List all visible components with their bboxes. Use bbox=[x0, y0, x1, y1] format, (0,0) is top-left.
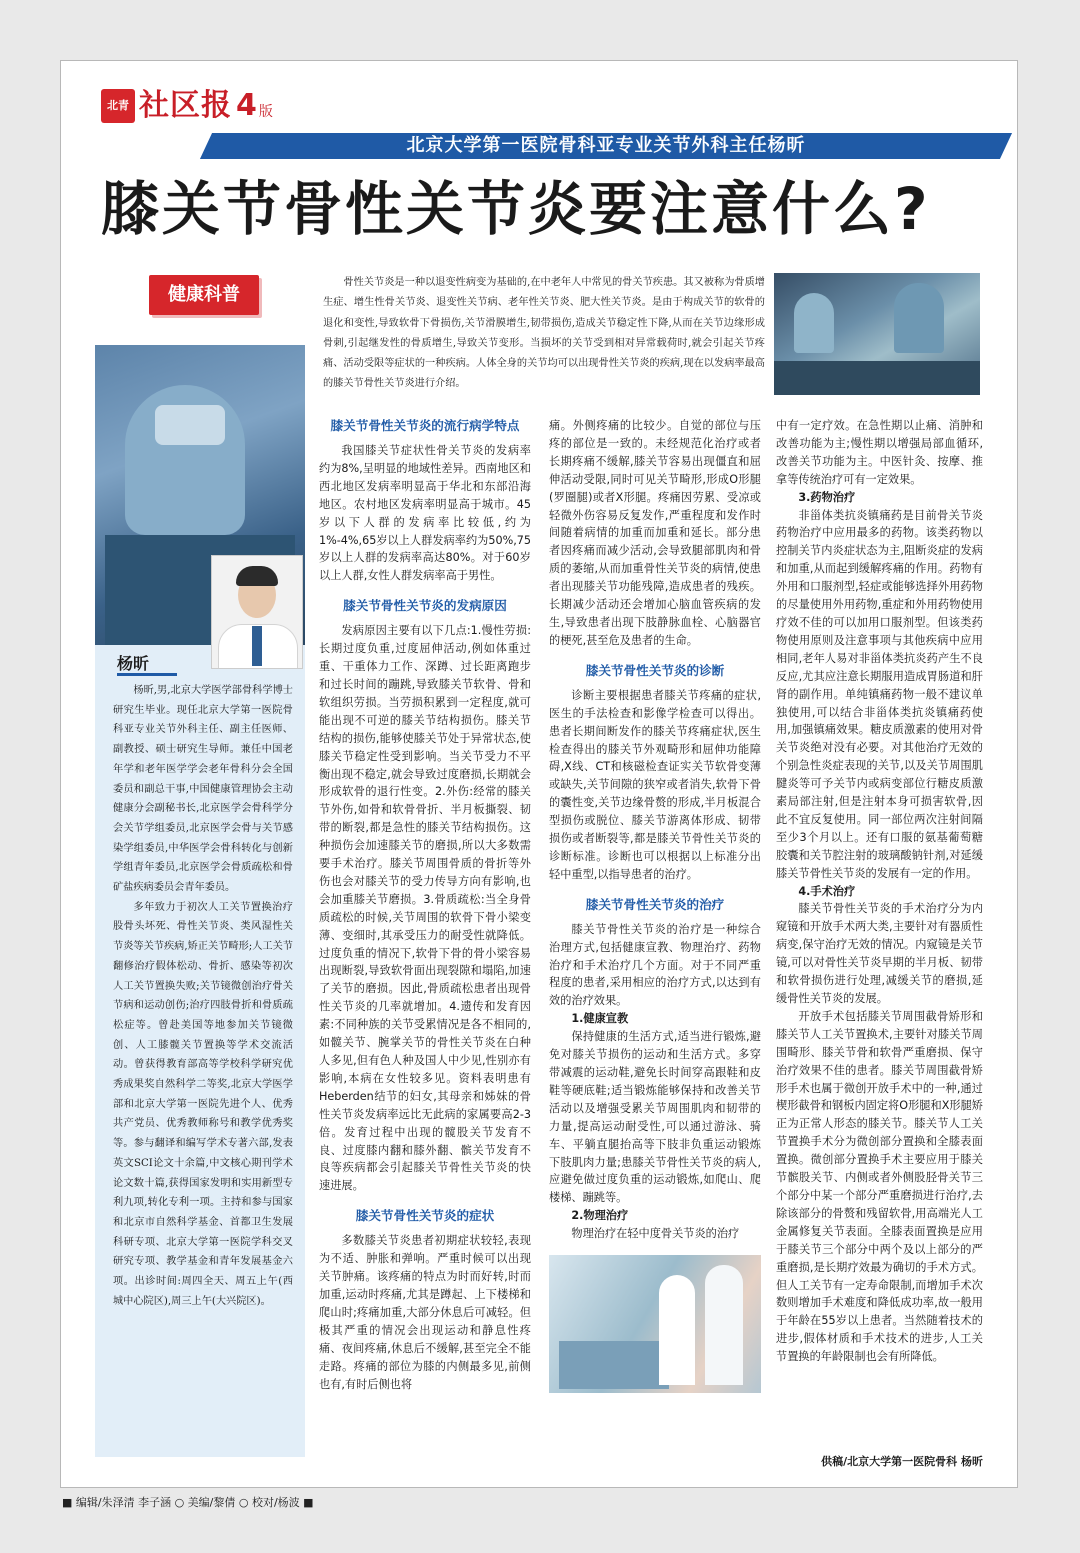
bio-name-rule bbox=[117, 673, 177, 676]
masthead bbox=[101, 83, 273, 123]
subsection-heading: 2.物理治疗 bbox=[571, 1209, 629, 1223]
intro-paragraph: 骨性关节炎是一种以退变性病变为基础的,在中老年人中常见的骨关节疾患。其又被称为骨质增生症、增生性骨关节炎、退变性关节病、老年性关节炎、肥大性关节炎。是由于构成关节的软骨的退化和变性,导致软骨下骨损伤,关节滑膜增生,韧带损伤,造成关节稳定性下降,从而在关节边缘形成骨刺,引起继发性的骨质增生,导致关节变形。当损坏的关节受到相对异常载荷时,就会引起关节疼痛、活动受限等症状的一种疾病。人体全身的关节均可以出现骨性关节炎的疾病,现在以发病率最高的膝关节骨性关节炎进行介绍。 bbox=[323, 277, 765, 390]
body-paragraph: 膝关节骨性关节炎的手术治疗分为内窥镜和开放手术两大类,主要针对有器质性病变,保守治疗无效的情况。内窥镜是关节镜,可以对骨性关节炎早期的半月板、韧带和软骨损伤进行处理,减缓关节的磨损,延缓骨性关节炎的发展。 bbox=[776, 902, 983, 1005]
section-heading: 膝关节骨性关节炎的诊断 bbox=[585, 662, 725, 678]
ward-round-photo bbox=[549, 1255, 761, 1393]
article-column-3 bbox=[776, 417, 983, 1366]
bio-text bbox=[113, 681, 293, 1312]
subsection-heading: 3.药物治疗 bbox=[798, 490, 856, 504]
body-paragraph: 发病原因主要有以下几点:1.慢性劳损:长期过度负重,过度屈伸活动,例如体重过重、干重体力工作、深蹲、过长距离跑步和过长时间的蹦跳,导致膝关节软骨、骨和软组织劳损。当劳损积累到一定程度,就可能出现不可逆的膝关节结构损伤。膝关节结构的损伤,能够使膝关节处于异常状态,使膝关节稳定性受到影响。当关节受力不平衡出现不稳定,就会导致过度磨损,长期就会形成软骨的退行性变。2.外伤:经常的膝关节外伤,如骨和软骨骨折、半月板撕裂、韧带的断裂,都是急性的膝关节结构损伤。这种损伤会加速膝关节的磨损,所以大多数需要手术治疗。膝关节周围骨质的骨折等外伤也会对膝关节的受力传导方向有影响,也会加重膝关节磨损。3.骨质疏松:当全身骨质疏松的时候,关节周围的软骨下骨小梁变薄、变细时,其承受压力的耐受性就降低。过度负重的情况下,软骨下骨的骨小梁容易出现断裂,导致软骨面出现裂隙和塌陷,加速了关节的磨损。因此,骨质疏松患者出现骨性关节炎的几率就增加。4.遗传和发育因素:不同种族的关节受累情况是各不相同的,如髋关节、腕掌关节的骨性关节炎在白种人多见,但有色人种及国人中少见,性别亦有影响,本病在女性较多见。资料表明患有Heberden结节的妇女,其母亲和姊妹的骨性关节炎发病率远比无此病的家属要高2-3倍。发育过程中出现的髋股关节发育不良、过度膝内翻和膝外翻、髌关节发育不良等疾病都会引起膝关节骨性关节炎的快速进展。 bbox=[319, 624, 531, 1193]
bio-paragraph: 杨昕,男,北京大学医学部骨科学博士研究生毕业。现任北京大学第一医院骨科亚专业关节外科主任、副主任医师、副教授、硕士研究生导师。兼任中国老年学和老年医学学会老年骨科分会全国委员和副总干事,中国健康管理协会主动健康分会副秘书长,北京医学会骨科学分会关节学组委员,北京医学会骨与关节感染学组委员,中华医学会骨科转化与创新学组青年委员,北京医学会骨质疏松和骨矿盐疾病委员会青年委员。 bbox=[113, 685, 293, 894]
section-heading: 膝关节骨性关节炎的症状 bbox=[355, 1208, 495, 1224]
bio-name: 杨昕 bbox=[117, 654, 150, 673]
headline: 膝关节骨性关节炎要注意什么? bbox=[101, 175, 931, 243]
author-portrait bbox=[211, 555, 303, 669]
newspaper-page bbox=[60, 60, 1018, 1488]
byline-signature: 供稿/北京大学第一医院骨科 杨昕 bbox=[821, 1455, 983, 1468]
subsection-heading: 4.手术治疗 bbox=[798, 884, 856, 898]
article-column-2 bbox=[549, 417, 761, 1243]
body-paragraph: 物理治疗在轻中度骨关节炎的治疗 bbox=[571, 1227, 740, 1241]
editor-credits: ■ 编辑/朱泽清 李子涵 ○ 美编/黎倩 ○ 校对/杨波 ■ bbox=[62, 1496, 314, 1509]
page-number: 4 bbox=[236, 88, 257, 123]
bio-paragraph: 多年致力于初次人工关节置换治疗股骨头坏死、骨性关节炎、类风湿性关节炎等关节疾病,矫正关节畸形;人工关节翻修治疗假体松动、骨折、感染等初次人工关节置换失败;关节镜微创治疗骨关节病和运动创伤;治疗四肢骨折和骨质疏松症等。曾赴美国等地参加关节镜微创、人工膝髋关节置换等学术交流活动。曾获得教育部高等学校科学研究优秀成果奖自然科学二等奖,北京大学医学部和北京大学第一医院先进个人、优秀共产党员、优秀教师称号和教学优秀奖等。参与翻译和编写学术专著六部,发表英文SCI论文十余篇,中文核心期刊学术论文数十篇,获得国家发明和实用新型专利九项,转化专利一项。主持和参与国家和北京市自然科学基金、首都卫生发展科研专项、北京大学第一医院学科交叉研究专项、教学基金和青年发展基金六项。出诊时间:周四全天、周五上午(西城中心院区),周三上午(大兴院区)。 bbox=[113, 901, 293, 1307]
body-paragraph: 开放手术包括膝关节周围截骨矫形和膝关节人工关节置换术,主要针对膝关节周围畸形、膝关节骨和软骨严重磨损、保守治疗效果不佳的患者。膝关节周围截骨矫形手术也属于微创开放手术中的一种,通过楔形截骨和钢板内固定将O形腿和X形腿矫正为正常人形态的膝关节。膝关节人工关节置换手术分为微创部分置换和全膝表面置换。微创部分置换手术主要应用于膝关节髌股关节、内侧或者外侧股胫骨关节三个部分中某一个部分严重磨损进行治疗,去除该部分的骨赘和残留软骨,用高端光人工金属修复关节表面。全膝表面置换是应用于膝关节三个部分中两个及以上部分的严重磨损,是长期疗效最为确切的手术方式。但人工关节有一定寿命限制,而增加手术次数则增加手术难度和降低成功率,故一般用于年龄在55岁以上患者。当然随着技术的进步,假体材质和手术技术的进步,人工关节置换的年龄限制也会有所降低。 bbox=[776, 1009, 983, 1364]
newspaper-logo: 北青 bbox=[101, 89, 135, 123]
section-rubric: 健康科普 bbox=[149, 275, 259, 315]
body-paragraph: 痛。外侧疼痛的比较少。自觉的部位与压疼的部位是一致的。未经规范化治疗或者长期疼痛不缓解,膝关节容易出现僵直和屈伸活动受限,同时可见关节畸形,形成O形腿(罗圈腿)或者X形腿。疼痛因劳累、受凉或轻微外伤容易反复发作,严重程度和发作时间随着病情的加重而加重和延长。部分患者因疼痛而减少活动,会导致腿部肌肉和骨质的萎缩,从而加重骨性关节炎的病情,使患者出现膝关节功能残障,造成患者的残疾。长期减少活动还会增加心脑血管疾病的发生,导致患者出现下肢静脉血栓、心脑器官的梗死,甚至危及患者的生命。 bbox=[549, 419, 761, 647]
section-heading: 膝关节骨性关节炎的发病原因 bbox=[343, 598, 507, 614]
body-paragraph: 非甾体类抗炎镇痛药是目前骨关节炎药物治疗中应用最多的药物。该类药物以控制关节内炎症状态为主,阻断炎症的发病和加重,从而起到缓解疼痛的作用。药物有外用和口服剂型,轻症或能够选择外用药物的尽量使用外用药物,重症和外用药物使用疗效不佳的可以加用口服剂型。但该类药物使用原则及注意事项与其他疾病中应用相同,老年人易对非甾体类抗炎药产生不良反应,尤其应注意长期服用造成胃肠道和肝肾的副作用。单纯镇痛药物一般不建议单独使用,可以结合非甾体类抗炎镇痛药使用,加强镇痛效果。糖皮质激素的使用对骨关节炎绝对没有必要。对其他治疗无效的个别急性炎症表现的关节,以及关节周围肌腱炎等可予关节内或病变部位行糖皮质激素局部注射,但是注射本身可损害软骨,因此不宜反复使用。同一部位两次注射间隔至少3个月以上。还有口服的氨基葡萄糖胶囊和关节腔注射的玻璃酸钠针剂,对延缓膝关节骨性关节炎的发展有一定的作用。 bbox=[776, 508, 983, 880]
subsection-heading: 1.健康宣教 bbox=[571, 1012, 629, 1026]
body-paragraph: 保持健康的生活方式,适当进行锻炼,避免对膝关节损伤的运动和生活方式。多穿带减震的运动鞋,避免长时间穿高跟鞋和皮鞋等硬底鞋;适当锻炼能够保持和改善关节活动以及增强受累关节周围肌肉和韧带的力量,提高运动耐受性,可以通过游泳、骑车、平躺直腿抬高等下肢非负重运动锻炼下肢肌肉力量;患膝关节骨性关节炎的病人,应避免做过度负重的运动锻炼,如爬山、爬楼梯、蹦跳等。 bbox=[549, 1030, 761, 1205]
operating-room-photo bbox=[774, 273, 980, 395]
section-heading: 膝关节骨性关节炎的流行病学特点 bbox=[330, 418, 520, 433]
section-heading: 膝关节骨性关节炎的治疗 bbox=[585, 896, 725, 912]
subtitle-banner: 北京大学第一医院骨科亚专业关节外科主任杨昕 bbox=[406, 135, 806, 156]
body-paragraph: 我国膝关节症状性骨关节炎的发病率约为8%,呈明显的地域性差异。西南地区和西北地区发病率明显高于华北和东部沿海地区。农村地区发病率明显高于城市。45岁以下人群的发病率比较低,约为1%-4%,65岁以上人群发病率约为50%,75岁以上人群的发病率高达80%。对于60岁以上人群,女性人群发病率高于男性。 bbox=[319, 444, 531, 583]
body-paragraph: 多数膝关节炎患者初期症状较轻,表现为不适、肿胀和弹响。严重时候可以出现关节肿痛。该疼痛的特点为时而好转,时而加重,运动时疼痛,尤其是蹲起、上下楼梯和爬山时;疼痛加重,大部分休息后可减轻。但极其严重的情况会出现运动和静息性疼痛、夜间疼痛,休息后不缓解,甚至完全不能走路。疼痛的部位为膝的内侧最多见,前侧也有,有时后侧也将 bbox=[319, 1234, 531, 1391]
body-paragraph: 膝关节骨性关节炎的治疗是一种综合治理方式,包括健康宣教、物理治疗、药物治疗和手术治疗几个方面。对于不同严重程度的患者,采用相应的治疗方式,以达到有效的治疗效果。 bbox=[549, 922, 761, 1008]
newspaper-name: 社区报 bbox=[139, 88, 232, 123]
body-paragraph: 诊断主要根据患者膝关节疼痛的症状,医生的手法检查和影像学检查可以得出。患者长期间断发作的膝关节疼痛症状,医生检查得出的膝关节外观畸形和屈伸功能障碍,X线、CT和核磁检查证实关节软骨变薄或缺失,关节间隙的狭窄或者消失,软骨下骨的囊性变,关节边缘骨赘的形成,半月板混合型损伤或脱位、膝关节游离体形成、韧带损伤或者断裂等,都是膝关节骨性关节炎的诊断标准。诊断也可以根据以上标准分出轻中重型,以指导患者的治疗。 bbox=[549, 688, 761, 881]
body-paragraph: 中有一定疗效。在急性期以止痛、消肿和改善功能为主;慢性期以增强局部血循环,改善关节功能为主。中医针灸、按摩、推拿等传统治疗可有一定效果。 bbox=[776, 419, 983, 486]
page-suffix: 版 bbox=[258, 104, 273, 120]
article-column-1 bbox=[319, 417, 531, 1393]
